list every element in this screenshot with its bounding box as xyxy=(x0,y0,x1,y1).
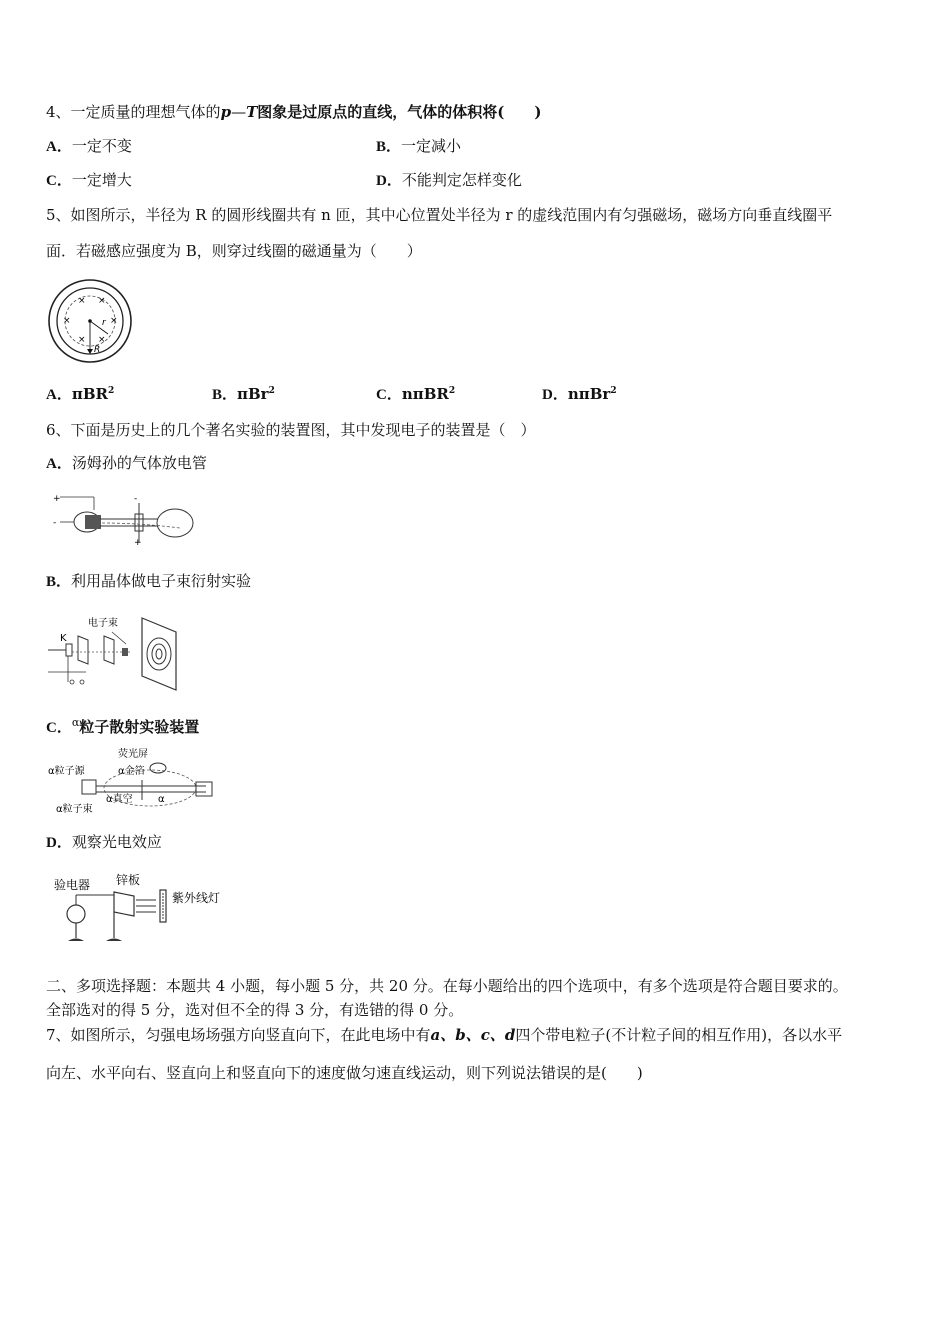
section2-heading-line1: 二、多项选择题：本题共 4 小题，每小题 5 分，共 20 分。在每小题给出的四个选项中，有多个选项是符合题目要求的。 xyxy=(46,977,848,995)
alpha-scattering-figure xyxy=(46,744,221,816)
label-vacuum: α真空 xyxy=(106,794,133,805)
q5-stem-line2: 面．若磁感应强度为 B，则穿过线圈的磁通量为（ ） xyxy=(46,242,422,260)
field-cross-mark: × xyxy=(98,296,106,306)
svg-text:-: - xyxy=(134,494,138,504)
q7-stem-line2: 向左、水平向右、竖直向上和竖直向下的速度做匀速直线运动，则下列说法错误的是( ) xyxy=(46,1064,643,1082)
label-uv-lamp: 紫外线灯 xyxy=(172,891,221,905)
svg-text:-: - xyxy=(53,518,57,528)
q6-stem: 6、下面是历史上的几个著名实验的装置图，其中发现电子的装置是（ ） xyxy=(46,421,536,439)
q7-stem-line1: 7、如图所示，匀强电场场强方向竖直向下，在此电场中有a、b、c、d四个带电粒子(不计粒子间的相互作用)，各以水平 xyxy=(46,1026,843,1044)
q6-option-d[interactable]: D．观察光电效应 xyxy=(46,833,162,851)
label-alpha-source: α粒子源 xyxy=(48,766,85,777)
q5-option-a[interactable]: A．πBR$^2$ xyxy=(46,385,115,403)
label-fluorescent-screen: 荧光屏 xyxy=(118,749,148,760)
field-cross-mark: × xyxy=(98,335,106,345)
q4-option-c[interactable]: C．一定增大 xyxy=(46,171,132,189)
label-gold-foil: α金箔 xyxy=(118,766,145,777)
q5-option-c[interactable]: C．nπBR$^2$ xyxy=(376,385,456,403)
svg-text:+: + xyxy=(53,494,61,504)
field-cross-mark: × xyxy=(78,296,86,306)
discharge-tube-figure xyxy=(50,490,200,548)
q5-option-b[interactable]: B．πBr$^2$ xyxy=(212,385,275,403)
label-alpha: α xyxy=(158,794,165,805)
label-zinc-plate: 锌板 xyxy=(116,873,141,887)
q5-option-d[interactable]: D．nπBr$^2$ xyxy=(542,385,617,403)
svg-text:+: + xyxy=(134,538,142,548)
q4-option-b[interactable]: B．一定减小 xyxy=(376,137,462,155)
q6-option-c[interactable]: C．$^\alpha$粒子散射实验装置 xyxy=(46,716,200,736)
label-electron-beam: 电子束 xyxy=(88,618,118,629)
q4-option-d[interactable]: D．不能判定怎样变化 xyxy=(376,171,522,189)
photoelectric-figure xyxy=(52,870,232,946)
crystal-diffraction-figure xyxy=(46,612,186,692)
q6-option-b[interactable]: B．利用晶体做电子束衍射实验 xyxy=(46,572,252,590)
label-alpha-beam: α粒子束 xyxy=(56,804,93,815)
q4-option-a[interactable]: A．一定不变 xyxy=(46,137,132,155)
field-cross-mark: × xyxy=(63,316,71,326)
label-electroscope: 验电器 xyxy=(54,878,91,892)
q5-stem-line1: 5、如图所示，半径为 R 的圆形线圈共有 n 匝，其中心位置处半径为 r 的虚线范围内有匀强磁场，磁场方向垂直线圈平 xyxy=(46,206,833,224)
q6-option-a[interactable]: A．汤姆孙的气体放电管 xyxy=(46,454,207,472)
coil-figure xyxy=(46,278,136,364)
label-r: r xyxy=(102,318,106,328)
label-k: K xyxy=(60,633,67,644)
q4-stem: 4、一定质量的理想气体的p—T图象是过原点的直线，气体的体积将( ) xyxy=(46,103,542,121)
field-cross-mark: × xyxy=(78,335,86,345)
section2-heading-line2: 全部选对的得 5 分，选对但不全的得 3 分，有选错的得 0 分。 xyxy=(46,1001,464,1019)
label-R: R xyxy=(94,345,101,355)
field-cross-mark: × xyxy=(110,316,118,326)
